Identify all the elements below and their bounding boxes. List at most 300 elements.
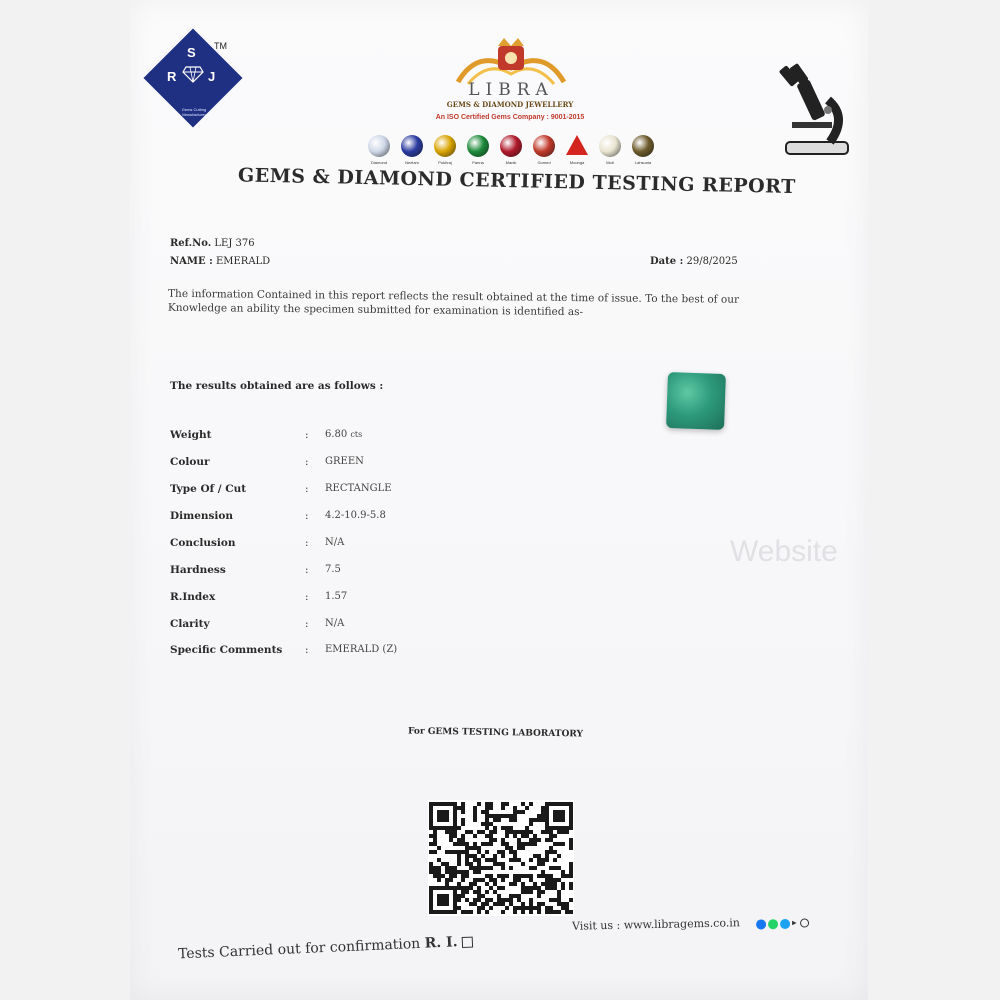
qr-module [465, 842, 469, 846]
gem-gomed-icon [533, 135, 555, 157]
qr-module [509, 814, 513, 818]
qr-module [549, 886, 553, 890]
qr-module [557, 878, 561, 882]
qr-module [553, 858, 557, 862]
qr-module [509, 858, 513, 862]
qr-module [501, 850, 505, 854]
qr-module [501, 862, 505, 866]
qr-module [501, 842, 505, 846]
qr-module [477, 850, 481, 854]
row-label: Hardness [170, 564, 226, 576]
qr-module [457, 870, 461, 874]
qr-module [525, 834, 529, 838]
row-value: 4.2-10.9-5.8 [325, 510, 386, 521]
qr-module [445, 882, 449, 886]
qr-module [493, 838, 497, 842]
qr-module [477, 846, 481, 850]
qr-module [437, 866, 441, 870]
qr-module [449, 870, 453, 874]
qr-module [517, 810, 521, 814]
qr-module [521, 802, 525, 806]
qr-module [505, 874, 509, 878]
qr-module [569, 846, 573, 850]
gem-pukhraj-icon [434, 135, 456, 157]
report-title: GEMS & DIAMOND CERTIFIED TESTING REPORT [237, 164, 796, 199]
qr-module [557, 894, 561, 898]
qr-module [529, 886, 533, 890]
qr-module [449, 850, 453, 854]
qr-module [513, 906, 517, 910]
qr-module [557, 910, 561, 914]
whatsapp-icon[interactable] [768, 919, 778, 929]
qr-module [497, 874, 501, 878]
qr-module [473, 870, 477, 874]
row-label: Dimension [170, 510, 234, 522]
website-line [572, 916, 740, 933]
qr-module [441, 874, 445, 878]
qr-module [561, 870, 565, 874]
qr-module [457, 838, 461, 842]
qr-module [541, 870, 545, 874]
qr-module [465, 846, 469, 850]
qr-module [461, 810, 465, 814]
qr-module [469, 902, 473, 906]
qr-module [529, 838, 533, 842]
qr-module [517, 858, 521, 862]
qr-module [521, 886, 525, 890]
qr-module [445, 830, 449, 834]
qr-module [453, 842, 457, 846]
qr-module [517, 878, 521, 882]
qr-module [561, 902, 565, 906]
qr-module [465, 910, 469, 914]
qr-module [521, 882, 525, 886]
qr-module [549, 910, 553, 914]
qr-module [549, 874, 553, 878]
row-value: N/A [325, 537, 345, 548]
qr-module [485, 890, 489, 894]
qr-module [497, 850, 501, 854]
qr-module [529, 866, 533, 870]
row-label: Conclusion [170, 537, 236, 549]
qr-module [485, 882, 489, 886]
qr-module [549, 878, 553, 882]
row-label: Specific Comments [170, 644, 283, 656]
qr-module [545, 850, 549, 854]
qr-module [569, 870, 573, 874]
qr-module [569, 866, 573, 870]
row-value: 7.5 [325, 564, 341, 575]
qr-module [553, 850, 557, 854]
qr-module [473, 858, 477, 862]
qr-module [465, 874, 469, 878]
qr-module [509, 898, 513, 902]
qr-module [461, 850, 465, 854]
qr-module [481, 902, 485, 906]
tests-confirmation-line [178, 934, 473, 963]
ri-checkbox[interactable] [461, 936, 472, 947]
qr-module [537, 814, 541, 818]
row-value: RECTANGLE [325, 483, 392, 494]
ri-label: R. I. [424, 934, 458, 952]
qr-finder [553, 810, 565, 822]
qr-module [545, 878, 549, 882]
qr-module [461, 874, 465, 878]
qr-module [509, 866, 513, 870]
qr-module [557, 866, 561, 870]
facebook-icon[interactable] [756, 919, 766, 929]
qr-module [489, 814, 493, 818]
qr-module [481, 854, 485, 858]
qr-module [525, 842, 529, 846]
qr-module [485, 826, 489, 830]
qr-module [481, 810, 485, 814]
qr-module [445, 850, 449, 854]
qr-module [529, 818, 533, 822]
qr-module [453, 874, 457, 878]
qr-module [477, 906, 481, 910]
qr-module [569, 886, 573, 890]
qr-module [513, 806, 517, 810]
qr-module [477, 878, 481, 882]
qr-module [501, 898, 505, 902]
qr-module [509, 818, 513, 822]
gem-label: Moti [606, 160, 614, 165]
date-label: Date : [650, 256, 684, 267]
qr-module [473, 806, 477, 810]
qr-module [501, 878, 505, 882]
qr-code-image [428, 800, 574, 916]
qr-module [541, 830, 545, 834]
qr-module [473, 846, 477, 850]
qr-module [461, 818, 465, 822]
qr-module [501, 866, 505, 870]
qr-module [465, 850, 469, 854]
qr-module [513, 878, 517, 882]
qr-module [493, 854, 497, 858]
qr-module [537, 910, 541, 914]
qr-module [477, 866, 481, 870]
qr-module [481, 906, 485, 910]
qr-module [469, 862, 473, 866]
qr-module [517, 830, 521, 834]
gem-label: Diamond [370, 160, 387, 165]
qr-module [441, 862, 445, 866]
qr-module [489, 834, 493, 838]
qr-module [489, 878, 493, 882]
qr-module [541, 858, 545, 862]
qr-module [537, 874, 541, 878]
website-text[interactable]: Visit us : www.libragems.co.in [571, 916, 741, 933]
weight-unit: cts [350, 430, 363, 439]
qr-module [529, 822, 533, 826]
qr-module [489, 842, 493, 846]
qr-module [565, 830, 569, 834]
qr-module [497, 818, 501, 822]
qr-module [437, 858, 441, 862]
qr-module [557, 854, 561, 858]
qr-module [457, 826, 461, 830]
row-value: N/A [325, 618, 345, 629]
qr-module [477, 802, 481, 806]
ref-value: LEJ 376 [214, 238, 255, 249]
qr-module [533, 854, 537, 858]
play-icon[interactable]: ▸ [791, 918, 797, 929]
libra-subtitle: GEMS & DIAMOND JEWELLERY [446, 100, 574, 109]
qr-module [533, 838, 537, 842]
qr-module [541, 810, 545, 814]
qr-module [561, 874, 565, 878]
qr-module [433, 870, 437, 874]
qr-module [477, 858, 481, 862]
qr-module [457, 862, 461, 866]
qr-module [561, 882, 565, 886]
srj-logo [142, 27, 244, 129]
qr-module [429, 850, 433, 854]
qr-module [465, 858, 469, 862]
gem-icon-row [368, 135, 668, 169]
qr-module [493, 862, 497, 866]
qr-module [529, 906, 533, 910]
qr-module [465, 898, 469, 902]
qr-module [465, 870, 469, 874]
qr-module [461, 842, 465, 846]
qr-module [513, 818, 517, 822]
qr-module [533, 886, 537, 890]
qr-module [521, 842, 525, 846]
qr-module [445, 866, 449, 870]
qr-module [557, 830, 561, 834]
instagram-icon[interactable] [800, 918, 809, 927]
qr-module [433, 830, 437, 834]
qr-module [477, 862, 481, 866]
qr-module [509, 846, 513, 850]
qr-module [477, 910, 481, 914]
qr-module [517, 898, 521, 902]
qr-finder [437, 894, 449, 906]
ref-number [170, 238, 255, 249]
qr-module [549, 830, 553, 834]
qr-module [529, 802, 533, 806]
qr-module [429, 842, 433, 846]
qr-module [501, 910, 505, 914]
qr-module [569, 882, 573, 886]
emerald-stone-image [666, 372, 726, 430]
qr-module [505, 842, 509, 846]
qr-module [525, 826, 529, 830]
qr-module [521, 910, 525, 914]
srj-letter-j: J [208, 69, 216, 84]
qr-module [537, 894, 541, 898]
name-value: EMERALD [215, 256, 271, 267]
qr-module [549, 850, 553, 854]
gem-panna-icon [467, 135, 489, 157]
qr-module [517, 894, 521, 898]
qr-code[interactable] [428, 800, 574, 916]
qr-module [477, 890, 481, 894]
qr-module [521, 874, 525, 878]
qr-module [501, 886, 505, 890]
qr-module [493, 818, 497, 822]
qr-module [533, 842, 537, 846]
row-colon: : [305, 537, 309, 549]
qr-module [477, 830, 481, 834]
qr-module [525, 890, 529, 894]
twitter-icon[interactable] [780, 918, 790, 928]
qr-module [545, 882, 549, 886]
qr-module [493, 814, 497, 818]
qr-module [497, 886, 501, 890]
qr-module [541, 806, 545, 810]
qr-module [489, 830, 493, 834]
qr-module [457, 858, 461, 862]
qr-module [449, 838, 453, 842]
qr-module [529, 830, 533, 834]
qr-module [457, 894, 461, 898]
qr-module [545, 886, 549, 890]
qr-module [481, 894, 485, 898]
qr-module [533, 818, 537, 822]
qr-module [513, 850, 517, 854]
weight-value: 6.80 [325, 429, 348, 440]
qr-module [493, 858, 497, 862]
qr-module [521, 846, 525, 850]
qr-module [473, 866, 477, 870]
qr-module [521, 810, 525, 814]
qr-module [465, 854, 469, 858]
qr-module [565, 910, 569, 914]
qr-module [569, 842, 573, 846]
qr-module [509, 826, 513, 830]
qr-module [545, 874, 549, 878]
qr-module [457, 886, 461, 890]
row-colon: : [305, 591, 309, 603]
qr-module [537, 818, 541, 822]
qr-module [529, 874, 533, 878]
qr-module [485, 806, 489, 810]
qr-module [481, 866, 485, 870]
row-value: GREEN [325, 456, 364, 467]
qr-module [493, 830, 497, 834]
qr-module [433, 842, 437, 846]
qr-module [449, 878, 453, 882]
qr-module [437, 870, 441, 874]
gem-moonga-icon [566, 135, 588, 155]
qr-module [509, 830, 513, 834]
qr-module [541, 890, 545, 894]
qr-module [493, 890, 497, 894]
row-colon: : [305, 510, 309, 522]
qr-module [461, 834, 465, 838]
qr-module [489, 802, 493, 806]
qr-module [545, 910, 549, 914]
date-value: 29/8/2025 [686, 256, 738, 267]
qr-module [473, 810, 477, 814]
qr-module [461, 890, 465, 894]
qr-module [461, 806, 465, 810]
qr-module [449, 874, 453, 878]
qr-module [513, 910, 517, 914]
qr-module [525, 906, 529, 910]
qr-module [549, 906, 553, 910]
qr-module [565, 902, 569, 906]
qr-module [457, 842, 461, 846]
qr-module [465, 890, 469, 894]
qr-module [433, 850, 437, 854]
qr-module [537, 906, 541, 910]
row-label: Clarity [170, 618, 210, 630]
qr-module [429, 870, 433, 874]
qr-module [549, 834, 553, 838]
qr-module [489, 806, 493, 810]
qr-module [513, 810, 517, 814]
qr-module [477, 886, 481, 890]
qr-module [429, 834, 433, 838]
row-label: Colour [170, 456, 210, 468]
qr-module [461, 886, 465, 890]
qr-module [505, 898, 509, 902]
qr-module [489, 898, 493, 902]
qr-module [449, 834, 453, 838]
qr-module [509, 894, 513, 898]
qr-module [513, 894, 517, 898]
row-colon: : [305, 618, 309, 630]
qr-module [505, 826, 509, 830]
qr-module [525, 886, 529, 890]
qr-module [449, 830, 453, 834]
qr-module [481, 878, 485, 882]
ref-label: Ref.No. [170, 238, 212, 249]
qr-module [481, 822, 485, 826]
qr-module [469, 854, 473, 858]
qr-module [485, 842, 489, 846]
qr-module [473, 834, 477, 838]
qr-module [485, 834, 489, 838]
qr-module [437, 874, 441, 878]
qr-module [541, 874, 545, 878]
qr-module [497, 862, 501, 866]
qr-module [529, 898, 533, 902]
qr-module [553, 886, 557, 890]
qr-module [493, 826, 497, 830]
qr-module [513, 830, 517, 834]
qr-module [461, 870, 465, 874]
qr-module [465, 886, 469, 890]
qr-module [433, 874, 437, 878]
qr-module [489, 866, 493, 870]
qr-module [557, 890, 561, 894]
qr-module [521, 862, 525, 866]
qr-module [549, 838, 553, 842]
qr-module [473, 890, 477, 894]
row-label: Type Of / Cut [170, 483, 247, 495]
row-value [325, 429, 362, 440]
qr-module [469, 886, 473, 890]
qr-module [429, 866, 433, 870]
qr-module [485, 910, 489, 914]
qr-module [453, 834, 457, 838]
qr-module [545, 858, 549, 862]
qr-module [565, 874, 569, 878]
qr-module [473, 814, 477, 818]
qr-module [533, 866, 537, 870]
row-colon: : [305, 644, 309, 656]
qr-module [473, 854, 477, 858]
qr-module [493, 882, 497, 886]
qr-module [457, 898, 461, 902]
qr-module [457, 854, 461, 858]
qr-module [537, 862, 541, 866]
